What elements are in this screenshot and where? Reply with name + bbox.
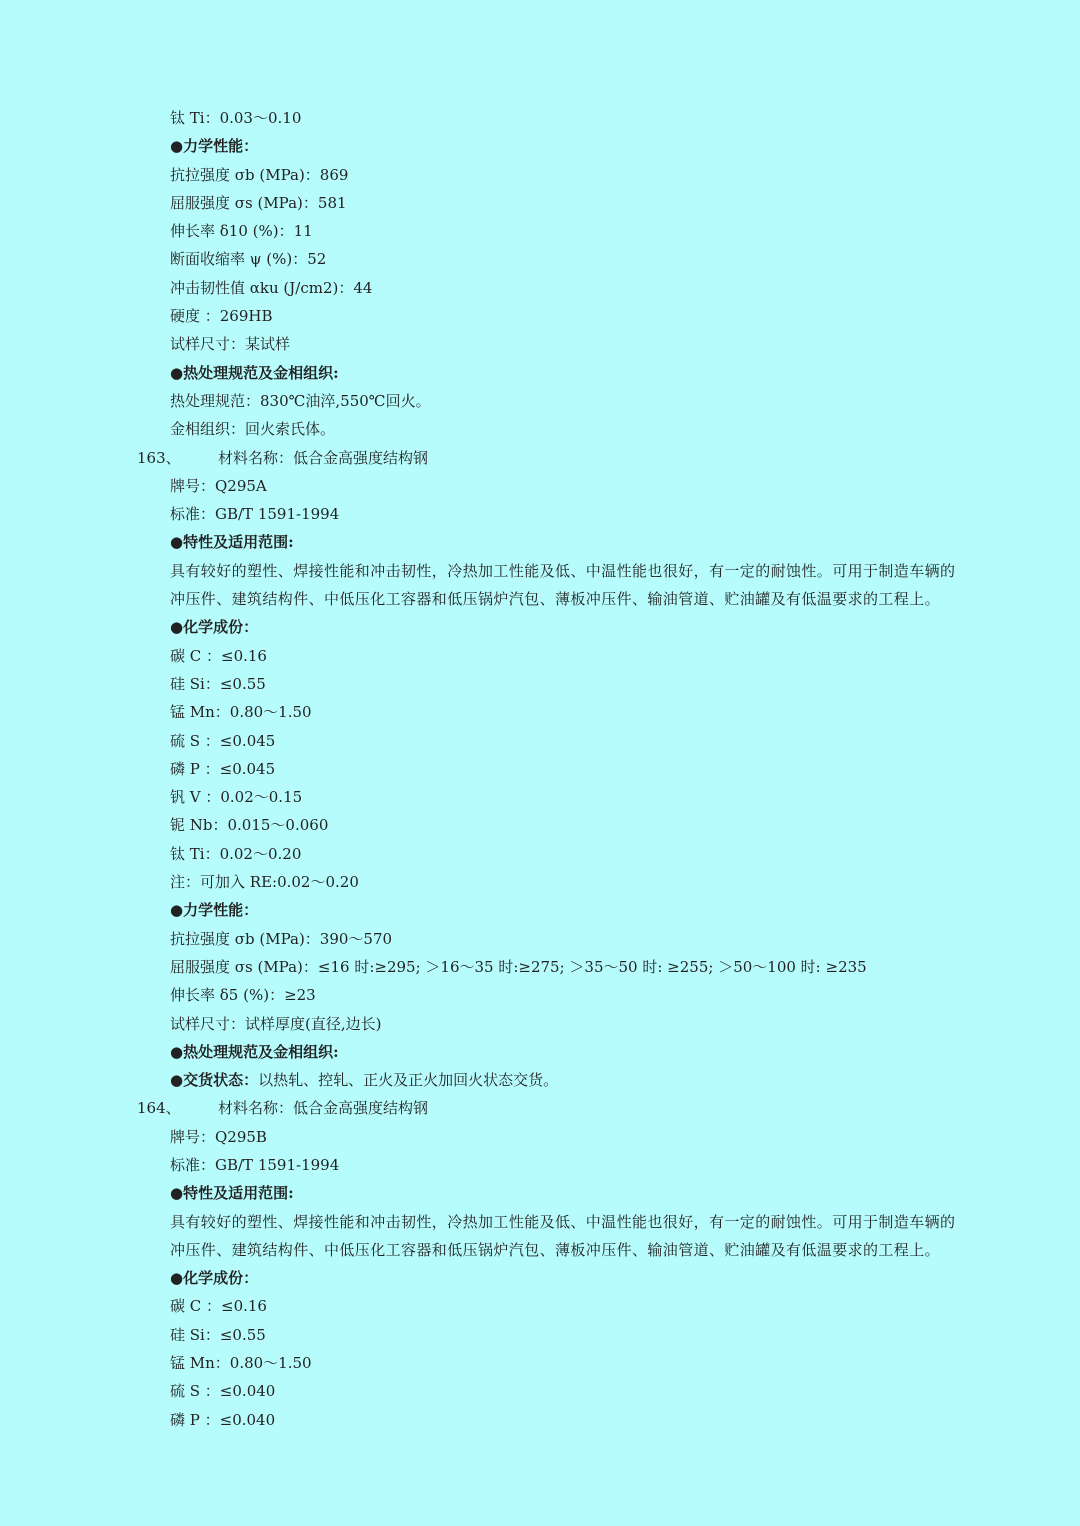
entry-163-chem-heading: ●化学成份：: [170, 618, 259, 637]
entry-163-chem-vanadium: 钒 V ：0.02～0.15: [170, 788, 303, 807]
entry-163-number: 163、: [137, 448, 181, 467]
entry-163-chem-niobium: 铌 Nb：0.015～0.060: [170, 816, 329, 835]
entry-163-mech-yield: 屈服强度 σs (MPa)：≤16 时:≥295; ＞16～35 时:≥275; ＞35～50 时: ≥255; ＞50～100 时: ≥235: [170, 957, 867, 976]
entry-163-material: 材料名称：低合金高强度结构钢: [218, 448, 429, 467]
mech-impact-prev: 冲击韧性值 αku (J/cm2)：44: [170, 278, 373, 297]
mech-elongation-prev: 伸长率 δ10 (%)：11: [170, 222, 313, 241]
entry-163-chem-manganese: 锰 Mn：0.80～1.50: [170, 703, 312, 722]
entry-163-grade: 牌号：Q295A: [170, 476, 267, 495]
entry-164-chem-carbon: 碳 C ：≤0.16: [170, 1297, 267, 1316]
entry-163-standard: 标准：GB/T 1591-1994: [170, 505, 340, 524]
mech-reduction-prev: 断面收缩率 ψ (%)：52: [170, 250, 327, 269]
mech-heading-prev: ●力学性能：: [170, 137, 259, 156]
entry-164-char-heading: ●特性及适用范围:: [170, 1184, 294, 1203]
entry-164-char-line-1: 具有较好的塑性、焊接性能和冲击韧性，冷热加工性能及低、中温性能也很好，有一定的耐蚀性。可用于制造车辆的: [170, 1212, 956, 1231]
entry-164-char-line-2: 冲压件、建筑结构件、中低压化工容器和低压锅炉汽包、薄板冲压件、输油管道、贮油罐及有低温要求的工程上。: [170, 1240, 941, 1259]
entry-164-chem-silicon: 硅 Si：≤0.55: [170, 1325, 266, 1344]
entry-163-char-heading: ●特性及适用范围:: [170, 533, 294, 552]
heat-structure-prev: 金相组织：回火索氏体。: [170, 420, 336, 439]
entry-163-chem-silicon: 硅 Si：≤0.55: [170, 674, 266, 693]
entry-163-heat-heading: ●热处理规范及金相组织:: [170, 1042, 339, 1061]
entry-163-mech-specimen: 试样尺寸：试样厚度(直径,边长): [170, 1014, 382, 1033]
entry-164-chem-sulfur: 硫 S ：≤0.040: [170, 1382, 276, 1401]
mech-tensile-prev: 抗拉强度 σb (MPa)：869: [170, 165, 349, 184]
entry-163-header: [0, 444, 1080, 472]
entry-164-header: [0, 1094, 1080, 1122]
entry-163-char-line-1: 具有较好的塑性、焊接性能和冲击韧性，冷热加工性能及低、中温性能也很好，有一定的耐蚀性。可用于制造车辆的: [170, 561, 956, 580]
heat-heading-prev: ●热处理规范及金相组织:: [170, 363, 339, 382]
mech-yield-prev: 屈服强度 σs (MPa)：581: [170, 193, 347, 212]
chem-titanium-prev: 钛 Ti：0.03～0.10: [170, 109, 302, 127]
entry-163-mech-heading: ●力学性能：: [170, 901, 259, 920]
entry-163-delivery-label: ●交货状态：: [170, 1071, 259, 1090]
entry-164-grade: 牌号：Q295B: [170, 1127, 267, 1146]
heat-spec-prev: 热处理规范：830℃油淬,550℃回火。: [170, 391, 431, 410]
mech-hardness-prev: 硬度 ：269HB: [170, 307, 273, 326]
entry-164-standard: 标准：GB/T 1591-1994: [170, 1155, 340, 1174]
entry-163-chem-note: 注：可加入 RE:0.02～0.20: [170, 873, 359, 892]
entry-164-chem-manganese: 锰 Mn：0.80～1.50: [170, 1354, 312, 1373]
entry-164-chem-heading: ●化学成份：: [170, 1269, 259, 1288]
entry-163-chem-sulfur: 硫 S ：≤0.045: [170, 731, 276, 750]
entry-163-chem-titanium: 钛 Ti：0.02～0.20: [170, 844, 302, 863]
mech-specimen-prev: 试样尺寸：某试样: [170, 335, 291, 354]
entry-163-delivery: [0, 1066, 1080, 1094]
entry-163-chem-phosphorus: 磷 P ：≤0.045: [170, 759, 276, 778]
entry-164-number: 164、: [137, 1099, 181, 1118]
entry-163-mech-elongation: 伸长率 δ5 (%)：≥23: [170, 986, 316, 1005]
entry-164-material: 材料名称：低合金高强度结构钢: [218, 1099, 429, 1118]
entry-163-mech-tensile: 抗拉强度 σb (MPa)：390～570: [170, 929, 393, 948]
entry-163-char-line-2: 冲压件、建筑结构件、中低压化工容器和低压锅炉汽包、薄板冲压件、输油管道、贮油罐及有低温要求的工程上。: [170, 590, 941, 609]
entry-163-chem-carbon: 碳 C ：≤0.16: [170, 646, 267, 665]
entry-163-delivery-text: 以热轧、控轧、正火及正火加回火状态交货。: [258, 1071, 559, 1090]
entry-164-chem-phosphorus: 磷 P ：≤0.040: [170, 1410, 276, 1429]
